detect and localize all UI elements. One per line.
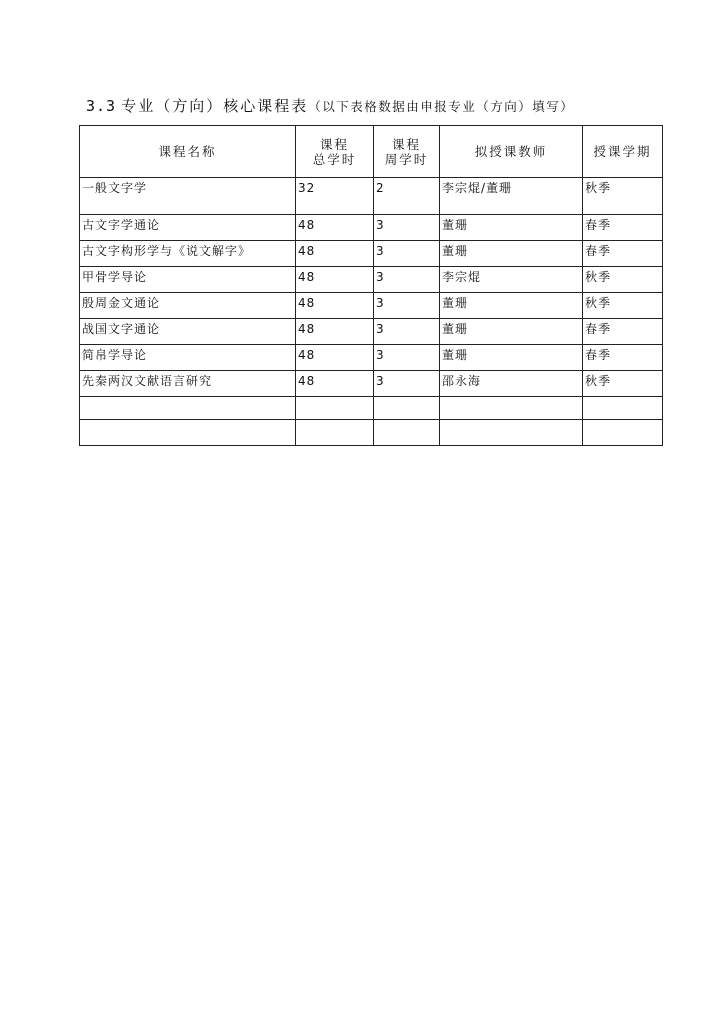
table-row — [80, 319, 663, 345]
term-cell: 秋季 — [583, 371, 663, 397]
section-number: 3.3 — [86, 97, 117, 115]
teacher-cell: 邵永海 — [440, 371, 583, 397]
total-hours-cell: 48 — [296, 215, 374, 241]
empty-cell — [440, 397, 583, 420]
term-cell: 春季 — [583, 345, 663, 371]
weekly-hours-cell: 3 — [374, 215, 440, 241]
course-name-cell: 简帛学导论 — [80, 345, 296, 371]
empty-cell — [296, 397, 374, 420]
core-course-table — [79, 125, 663, 446]
teacher-cell: 李宗焜/董珊 — [440, 178, 583, 215]
empty-cell — [374, 397, 440, 420]
teacher-cell: 董珊 — [440, 293, 583, 319]
weekly-hours-cell: 3 — [374, 267, 440, 293]
empty-cell — [80, 397, 296, 420]
term-cell: 春季 — [583, 241, 663, 267]
total-hours-cell: 48 — [296, 241, 374, 267]
empty-cell — [440, 420, 583, 446]
teacher-cell: 董珊 — [440, 319, 583, 345]
course-name-cell: 战国文字通论 — [80, 319, 296, 345]
table-row — [80, 293, 663, 319]
teacher-cell: 董珊 — [440, 215, 583, 241]
empty-cell — [296, 420, 374, 446]
section-heading — [86, 96, 574, 117]
teacher-cell: 董珊 — [440, 345, 583, 371]
weekly-hours-cell: 3 — [374, 293, 440, 319]
course-name-cell: 一般文字学 — [80, 178, 296, 215]
term-cell: 春季 — [583, 215, 663, 241]
term-cell: 秋季 — [583, 267, 663, 293]
table-row — [80, 267, 663, 293]
header-teacher: 拟授课教师 — [440, 126, 583, 178]
table-row — [80, 371, 663, 397]
header-course-name: 课程名称 — [80, 126, 296, 178]
empty-cell — [583, 420, 663, 446]
total-hours-cell: 48 — [296, 293, 374, 319]
table-header-row — [80, 126, 663, 178]
weekly-hours-cell: 3 — [374, 345, 440, 371]
empty-table-row — [80, 420, 663, 446]
weekly-hours-cell: 3 — [374, 241, 440, 267]
weekly-hours-cell: 3 — [374, 371, 440, 397]
section-note: （以下表格数据由申报专业（方向）填写） — [308, 99, 575, 114]
header-term: 授课学期 — [583, 126, 663, 178]
table-row — [80, 178, 663, 215]
total-hours-cell: 48 — [296, 345, 374, 371]
section-title: 专业（方向）核心课程表 — [121, 97, 309, 115]
teacher-cell: 李宗焜 — [440, 267, 583, 293]
header-weekly-hours-line2: 周学时 — [384, 151, 429, 167]
course-name-cell: 古文字学通论 — [80, 215, 296, 241]
empty-cell — [374, 420, 440, 446]
term-cell: 春季 — [583, 319, 663, 345]
header-weekly-hours — [374, 126, 440, 178]
table-row — [80, 241, 663, 267]
weekly-hours-cell: 3 — [374, 319, 440, 345]
total-hours-cell: 32 — [296, 178, 374, 215]
table-row — [80, 215, 663, 241]
course-name-cell: 甲骨学导论 — [80, 267, 296, 293]
teacher-cell: 董珊 — [440, 241, 583, 267]
total-hours-cell: 48 — [296, 319, 374, 345]
term-cell: 秋季 — [583, 178, 663, 215]
course-name-cell: 殷周金文通论 — [80, 293, 296, 319]
course-name-cell: 先秦两汉文献语言研究 — [80, 371, 296, 397]
header-weekly-hours-line1: 课程 — [391, 136, 421, 152]
header-total-hours-line2: 总学时 — [312, 151, 357, 167]
empty-table-row — [80, 397, 663, 420]
term-cell: 秋季 — [583, 293, 663, 319]
empty-cell — [80, 420, 296, 446]
total-hours-cell: 48 — [296, 371, 374, 397]
header-total-hours — [296, 126, 374, 178]
header-total-hours-line1: 课程 — [319, 136, 349, 152]
course-name-cell: 古文字构形学与《说文解字》 — [80, 241, 296, 267]
weekly-hours-cell: 2 — [374, 178, 440, 215]
empty-cell — [583, 397, 663, 420]
table-row — [80, 345, 663, 371]
total-hours-cell: 48 — [296, 267, 374, 293]
